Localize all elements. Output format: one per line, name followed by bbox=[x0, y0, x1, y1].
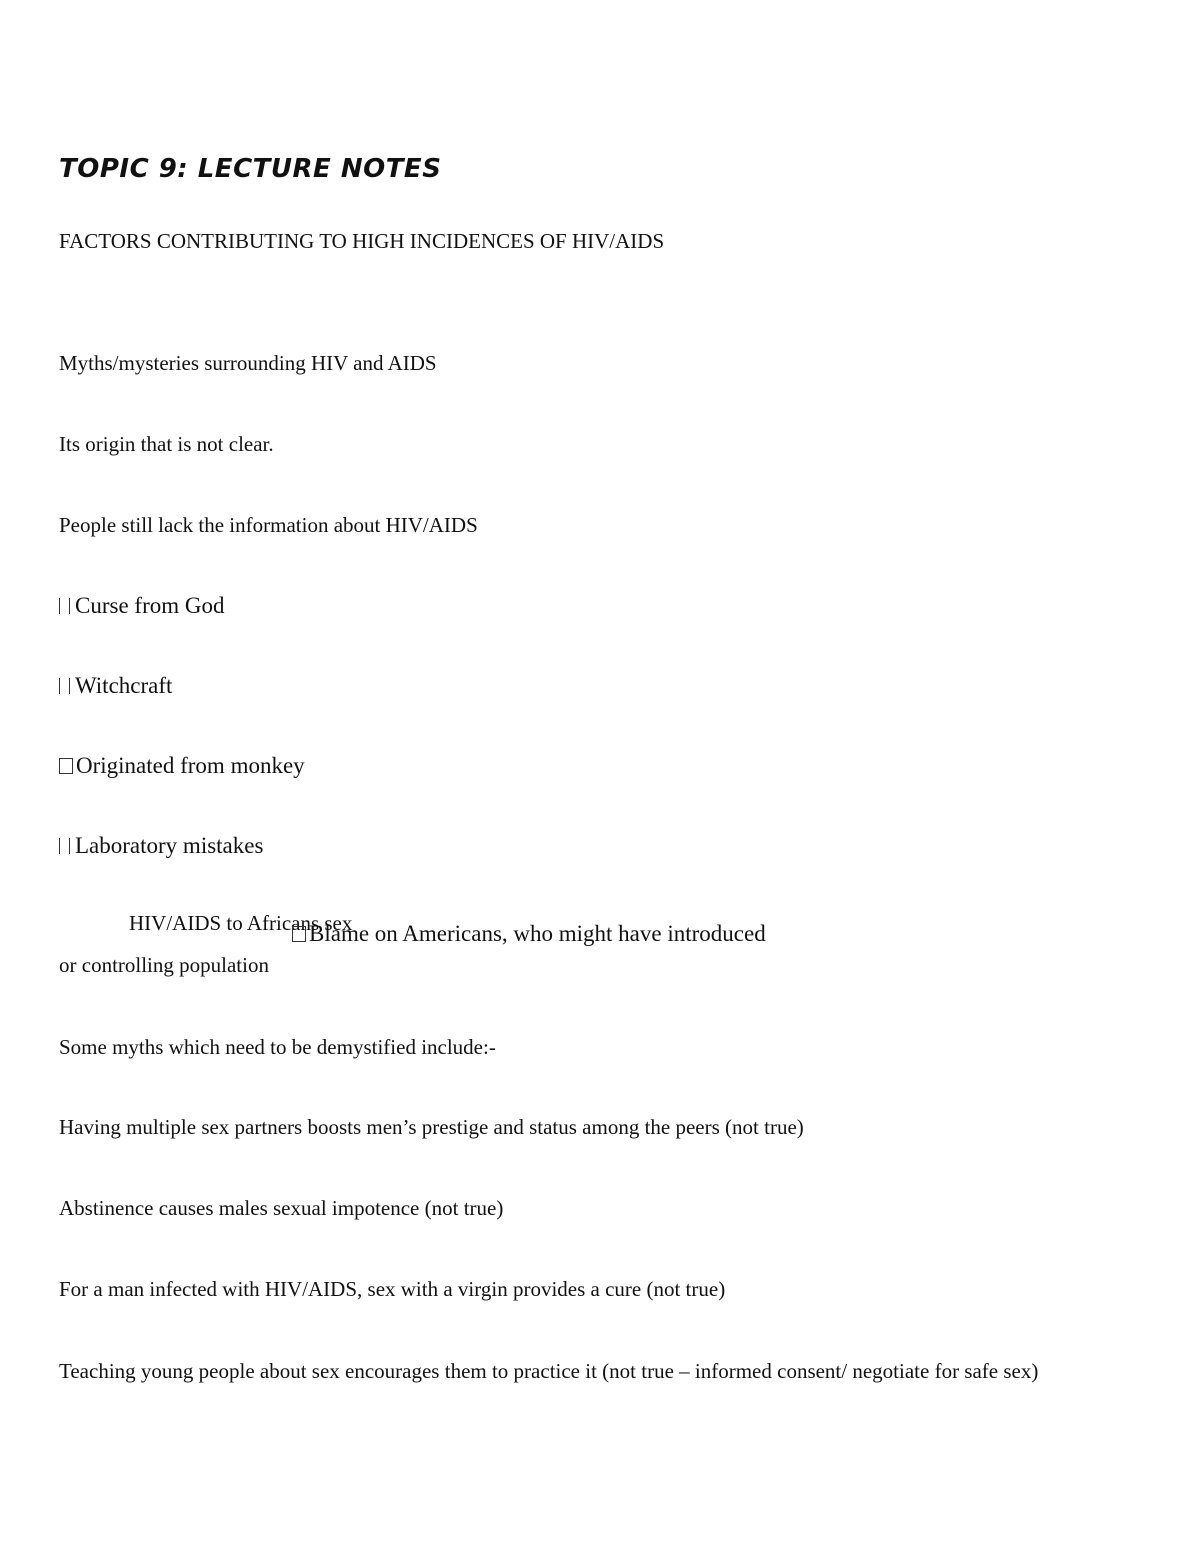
bullet-laboratory bbox=[59, 832, 263, 860]
myth-item: For a man infected with HIV/AIDS, sex with a virgin provides a cure (not true) bbox=[59, 1277, 726, 1301]
bullet-icon bbox=[59, 678, 70, 694]
bullet-text: Curse from God bbox=[75, 593, 225, 618]
myth-item: Having multiple sex partners boosts men’s prestige and status among the peers (not true) bbox=[59, 1115, 804, 1139]
bullet-text: Blame on Americans, who might have introduced bbox=[309, 921, 766, 946]
bullet-icon bbox=[292, 926, 306, 942]
bullet-curse bbox=[59, 592, 224, 620]
page-title: TOPIC 9: LECTURE NOTES bbox=[59, 154, 442, 184]
bullet-icon bbox=[59, 838, 70, 854]
bullet-text: Originated from monkey bbox=[76, 753, 305, 778]
myth-item: Teaching young people about sex encourages them to practice it (not true – informed consent/ negotiate for safe sex) bbox=[59, 1359, 1039, 1383]
origin-line: Its origin that is not clear. bbox=[59, 432, 274, 456]
bullet-text: Laboratory mistakes bbox=[75, 833, 264, 858]
bullet-witchcraft bbox=[59, 672, 172, 700]
bullet-icon bbox=[59, 758, 73, 774]
myths-intro: Myths/mysteries surrounding HIV and AIDS bbox=[59, 351, 437, 375]
demystify-intro: Some myths which need to be demystified include:- bbox=[59, 1035, 496, 1059]
blame-line-c: or controlling population bbox=[59, 953, 269, 977]
myth-item: Abstinence causes males sexual impotence (not true) bbox=[59, 1196, 504, 1220]
bullet-icon bbox=[59, 598, 70, 614]
blame-line-a: HIV/AIDS to Africans sex bbox=[129, 911, 353, 935]
bullet-monkey bbox=[59, 752, 305, 780]
section-heading: FACTORS CONTRIBUTING TO HIGH INCIDENCES OF HIV/AIDS bbox=[59, 229, 665, 253]
bullet-text: Witchcraft bbox=[75, 673, 173, 698]
lack-info-line: People still lack the information about HIV/AIDS bbox=[59, 513, 478, 537]
blame-line-b bbox=[292, 920, 766, 948]
